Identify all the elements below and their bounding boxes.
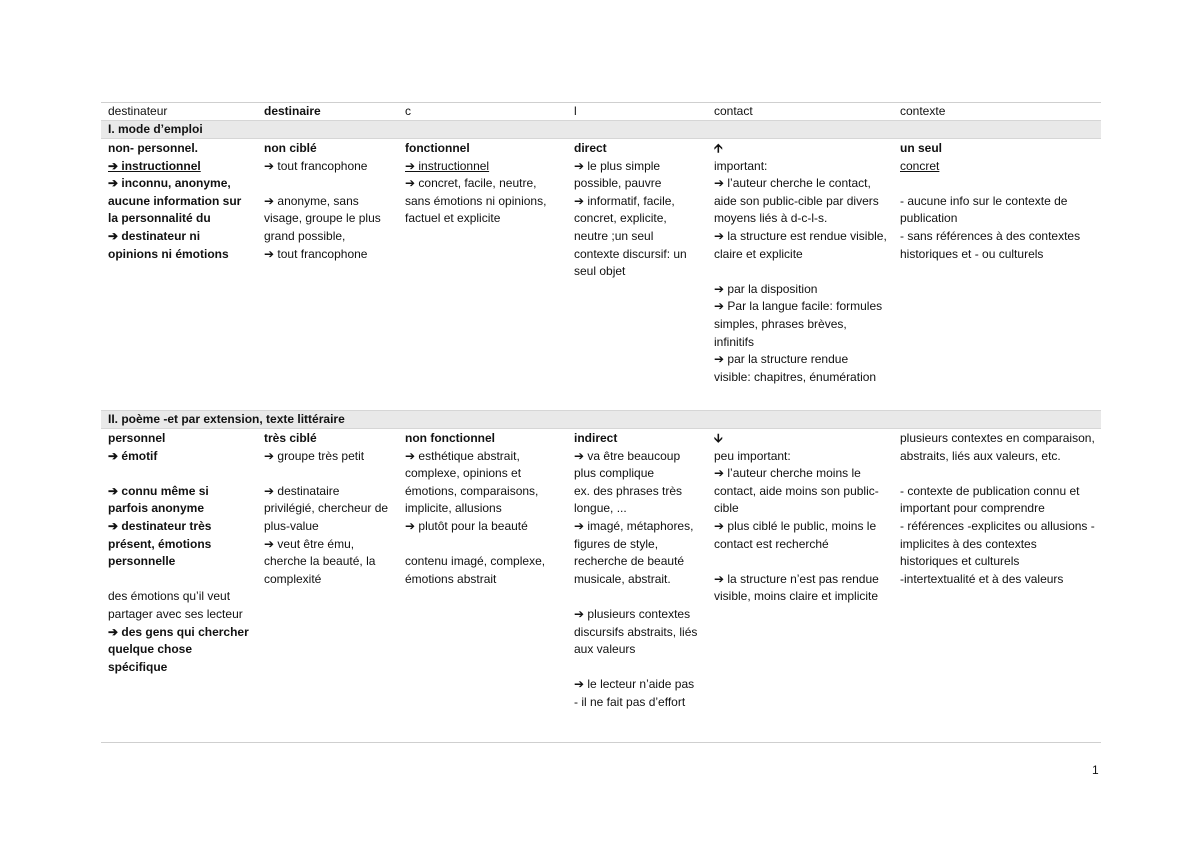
table-cell xyxy=(101,429,257,743)
cell-line: peu important: xyxy=(714,448,791,463)
cell-line: ➔ groupe très petit xyxy=(264,448,365,463)
cell-line: ➔ destinataire privilégié, chercheur de plus-value xyxy=(264,483,389,533)
cell-line: ➔ plusieurs contextes discursifs abstraits, liés aux valeurs xyxy=(574,606,698,657)
cell-line: - sans références à des contextes historiques et - ou culturels xyxy=(900,228,1081,261)
cell-line: personnel xyxy=(108,431,166,445)
cell-line: ➔ le lecteur n’aide pas - il ne fait pas d’effort xyxy=(574,677,695,709)
cell-line xyxy=(574,659,701,677)
cell-line: ➔ concret, facile, neutre, sans émotions ni opinions, factuel et explicite xyxy=(405,176,547,226)
header-cell: c xyxy=(398,103,567,121)
header-row xyxy=(101,103,1101,121)
cell-line: ➔ par la disposition xyxy=(714,281,818,296)
cell-line: ➔ la structure n’est pas rendue visible, moins claire et implicite xyxy=(714,571,879,604)
cell-line: ➔ tout francophone xyxy=(264,246,368,261)
table-cell xyxy=(257,429,398,743)
cell-line: un seul xyxy=(900,141,943,155)
page-number: 1 xyxy=(1092,763,1099,777)
cell-line: ➔ l’auteur cherche le contact, aide son public-cible par divers moyens liés à d-c-l-s. xyxy=(714,176,879,226)
cell-line: concret xyxy=(900,158,940,173)
header-cell: destinaire xyxy=(257,103,398,121)
cell-line: ➔ par la structure rendue visible: chapitres, énumération xyxy=(714,352,877,384)
table-cell xyxy=(893,139,1101,411)
cell-line: ➔ tout francophone xyxy=(264,158,368,173)
cell-line: ➔ imagé, métaphores, figures de style, recherche de beauté musicale, abstrait. xyxy=(574,518,694,586)
cell-line: des émotions qu’il veut partager avec ses lecteur xyxy=(108,589,243,621)
cell-line: ➔ la structure est rendue visible, claire et explicite xyxy=(714,228,887,261)
section-title: II. poème -et par extension, texte littéraire xyxy=(101,411,1101,429)
cell-line: ex. des phrases très longue, ... xyxy=(574,483,683,516)
header-cell: contact xyxy=(707,103,893,121)
cell-line: ➔ plus ciblé le public, moins le contact est recherché xyxy=(714,518,877,551)
cell-line: ➔ plutôt pour la beauté xyxy=(405,518,528,533)
cell-line: ➔ Par la langue facile: formules simples, phrases brèves, infinitifs xyxy=(714,299,883,349)
section-title: I. mode d’emploi xyxy=(101,121,1101,139)
cell-line: ➔ émotif xyxy=(108,448,158,463)
cell-line: ➔ destinateur très présent, émotions personnelle xyxy=(108,518,212,569)
cell-line: - références -explicites ou allusions -implicites à des contextes historiques et culturels xyxy=(900,518,1095,569)
table-cell xyxy=(893,429,1101,743)
cell-line xyxy=(900,175,1095,193)
cell-line: plusieurs contextes en comparaison, abstraits, liés aux valeurs, etc. xyxy=(900,431,1095,463)
cell-line: ➔ l’auteur cherche moins le contact, aide moins son public-cible xyxy=(714,466,879,516)
table-cell xyxy=(707,139,893,411)
cell-line: ➔ instructionnel xyxy=(405,158,490,173)
header-cell: destinateur xyxy=(101,103,257,121)
section-row xyxy=(101,121,1101,139)
cell-line: ➔ anonyme, sans visage, groupe le plus grand possible, xyxy=(264,193,381,243)
comparison-table xyxy=(101,102,1101,743)
cell-line: ➔ connu même si parfois anonyme xyxy=(108,483,209,516)
header-cell: l xyxy=(567,103,707,121)
cell-line: très ciblé xyxy=(264,431,317,445)
cell-line xyxy=(714,263,887,281)
cell-line: ➔ le plus simple possible, pauvre xyxy=(574,158,662,191)
cell-line: ➔ destinateur ni opinions ni émotions xyxy=(108,228,229,261)
cell-line: important: xyxy=(714,158,768,173)
cell-line xyxy=(108,571,251,589)
content-row xyxy=(101,139,1101,411)
cell-line: non ciblé xyxy=(264,141,317,155)
cell-line: -intertextualité et à des valeurs xyxy=(900,571,1064,586)
cell-line: ➔ esthétique abstrait, complexe, opinions et émotions, comparaisons, implicite, allusions xyxy=(405,448,539,516)
cell-line: - aucune info sur le contexte de publication xyxy=(900,193,1068,226)
cell-line: contenu imagé, complexe, émotions abstrait xyxy=(405,554,546,586)
section-row xyxy=(101,411,1101,429)
cell-line xyxy=(108,465,251,483)
table-cell xyxy=(567,429,707,743)
table-cell xyxy=(257,139,398,411)
table-cell xyxy=(398,139,567,411)
cell-line: - contexte de publication connu et important pour comprendre xyxy=(900,483,1080,516)
cell-line xyxy=(264,175,392,193)
cell-line: 🡩 xyxy=(714,141,723,155)
cell-line: direct xyxy=(574,141,607,155)
cell-line: fonctionnel xyxy=(405,141,470,155)
cell-line xyxy=(574,588,701,606)
cell-line: ➔ informatif, facile, concret, explicite, neutre ;un seul contexte discursif: un seul objet xyxy=(574,193,687,279)
header-cell: contexte xyxy=(893,103,1101,121)
cell-line: non fonctionnel xyxy=(405,431,495,445)
cell-line xyxy=(900,465,1095,483)
table-cell xyxy=(398,429,567,743)
cell-line xyxy=(405,536,561,554)
cell-line: ➔ va être beaucoup plus complique xyxy=(574,448,681,481)
cell-line: ➔ inconnu, anonyme, aucune information sur la personnalité du xyxy=(108,176,242,226)
cell-line: ➔ des gens qui chercher quelque chose spécifique xyxy=(108,624,249,674)
cell-line: ➔ veut être ému, cherche la beauté, la complexité xyxy=(264,536,376,586)
content-row xyxy=(101,429,1101,743)
table-cell xyxy=(707,429,893,743)
cell-line: indirect xyxy=(574,431,618,445)
cell-line: ➔ instructionnel xyxy=(108,158,201,173)
table-cell xyxy=(567,139,707,411)
cell-line xyxy=(714,553,887,571)
cell-line: 🡫 xyxy=(714,431,723,445)
cell-line xyxy=(264,465,392,483)
cell-line: non- personnel. xyxy=(108,141,198,155)
table-cell xyxy=(101,139,257,411)
